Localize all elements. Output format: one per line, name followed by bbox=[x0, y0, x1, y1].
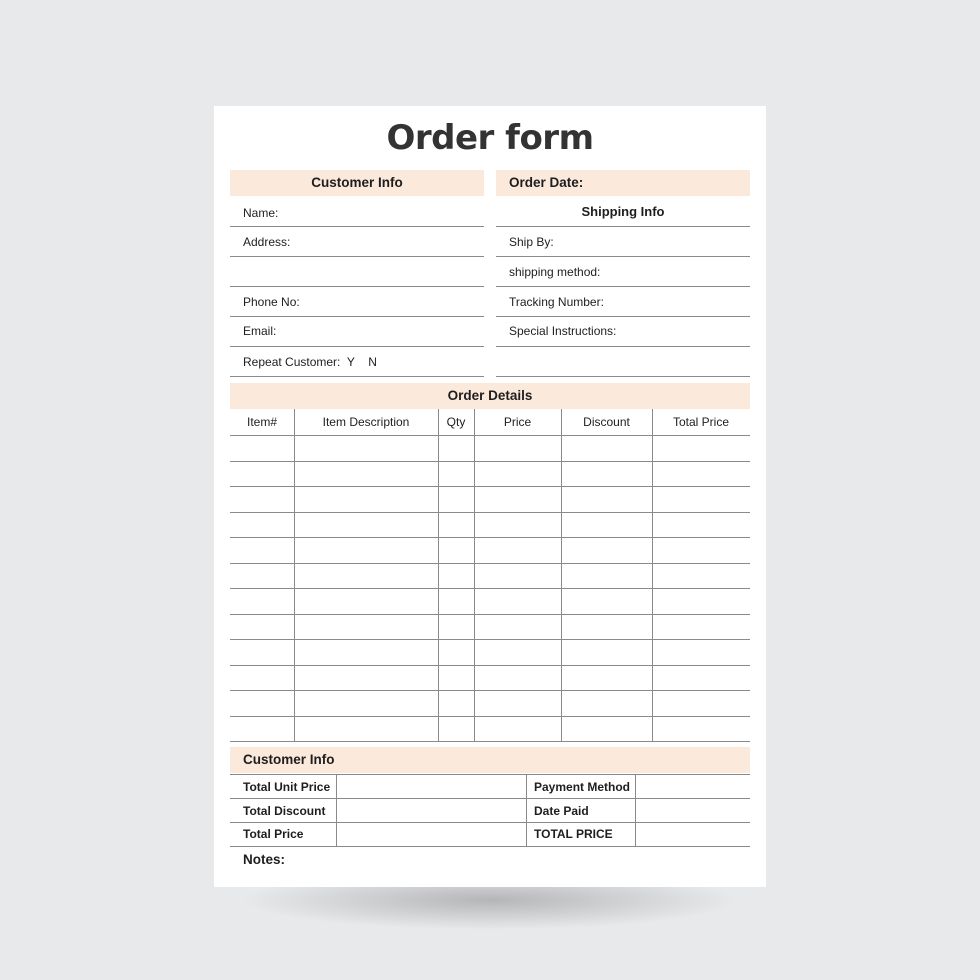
order-date-field[interactable]: Order Date: bbox=[496, 170, 750, 196]
total-discount-label: Total Discount bbox=[243, 804, 326, 818]
summary-column-divider bbox=[635, 774, 636, 846]
special-instructions-field[interactable]: Special Instructions: bbox=[509, 324, 617, 338]
summary-row-divider bbox=[230, 822, 750, 823]
customer-info-header: Customer Info bbox=[230, 170, 484, 196]
date-paid-label: Date Paid bbox=[534, 804, 589, 818]
col-item-description: Item Description bbox=[322, 415, 410, 429]
repeat-customer-label: Repeat Customer: bbox=[243, 355, 341, 369]
table-column-divider bbox=[561, 409, 562, 741]
table-row-divider bbox=[230, 512, 750, 513]
col-price: Price bbox=[503, 415, 532, 429]
table-row-divider bbox=[230, 461, 750, 462]
summary-row-divider bbox=[230, 774, 750, 775]
table-row-divider bbox=[230, 486, 750, 487]
col-item-number: Item# bbox=[246, 415, 277, 429]
field-underline bbox=[496, 376, 750, 377]
table-header-divider bbox=[230, 435, 750, 436]
summary-header: Customer Info bbox=[230, 747, 750, 773]
table-row-divider bbox=[230, 690, 750, 691]
total-price-label: Total Price bbox=[243, 827, 304, 841]
col-total-price: Total Price bbox=[672, 415, 730, 429]
summary-row-divider bbox=[230, 846, 750, 847]
field-underline bbox=[230, 316, 484, 317]
field-underline bbox=[230, 346, 484, 347]
email-field[interactable]: Email: bbox=[243, 324, 277, 338]
field-underline bbox=[230, 226, 484, 227]
table-row-divider bbox=[230, 716, 750, 717]
field-underline bbox=[496, 256, 750, 257]
table-column-divider bbox=[438, 409, 439, 741]
field-underline bbox=[496, 346, 750, 347]
repeat-yes-option[interactable]: Y bbox=[346, 355, 355, 369]
ship-by-field[interactable]: Ship By: bbox=[509, 235, 554, 249]
table-row-divider bbox=[230, 563, 750, 564]
table-row-divider bbox=[230, 614, 750, 615]
table-row-divider bbox=[230, 639, 750, 640]
summary-row-divider bbox=[230, 798, 750, 799]
table-column-divider bbox=[652, 409, 653, 741]
repeat-customer-field[interactable] bbox=[243, 355, 377, 369]
summary-column-divider bbox=[526, 774, 527, 846]
grand-total-price-label: TOTAL PRICE bbox=[534, 827, 613, 841]
shipping-method-field[interactable]: shipping method: bbox=[509, 265, 601, 279]
shipping-info-header: Shipping Info bbox=[581, 204, 665, 219]
field-underline bbox=[496, 226, 750, 227]
tracking-number-field[interactable]: Tracking Number: bbox=[509, 295, 604, 309]
address-field[interactable]: Address: bbox=[243, 235, 291, 249]
table-column-divider bbox=[474, 409, 475, 741]
summary-column-divider bbox=[336, 774, 337, 846]
order-form-page bbox=[214, 106, 766, 887]
col-qty: Qty bbox=[446, 415, 466, 429]
table-row-divider bbox=[230, 588, 750, 589]
page-title: Order form bbox=[386, 118, 594, 158]
total-unit-price-label: Total Unit Price bbox=[243, 780, 331, 794]
repeat-no-option[interactable]: N bbox=[368, 355, 377, 369]
field-underline bbox=[230, 376, 484, 377]
table-row-divider bbox=[230, 741, 750, 742]
phone-field[interactable]: Phone No: bbox=[243, 295, 300, 309]
field-underline bbox=[496, 316, 750, 317]
payment-method-label: Payment Method bbox=[534, 780, 631, 794]
notes-field[interactable]: Notes: bbox=[243, 852, 286, 867]
table-row-divider bbox=[230, 665, 750, 666]
field-underline bbox=[230, 286, 484, 287]
field-underline bbox=[496, 286, 750, 287]
name-field[interactable]: Name: bbox=[243, 206, 279, 220]
field-underline bbox=[230, 256, 484, 257]
col-discount: Discount bbox=[583, 415, 630, 429]
table-row-divider bbox=[230, 537, 750, 538]
order-details-header: Order Details bbox=[230, 383, 750, 409]
table-column-divider bbox=[294, 409, 295, 741]
